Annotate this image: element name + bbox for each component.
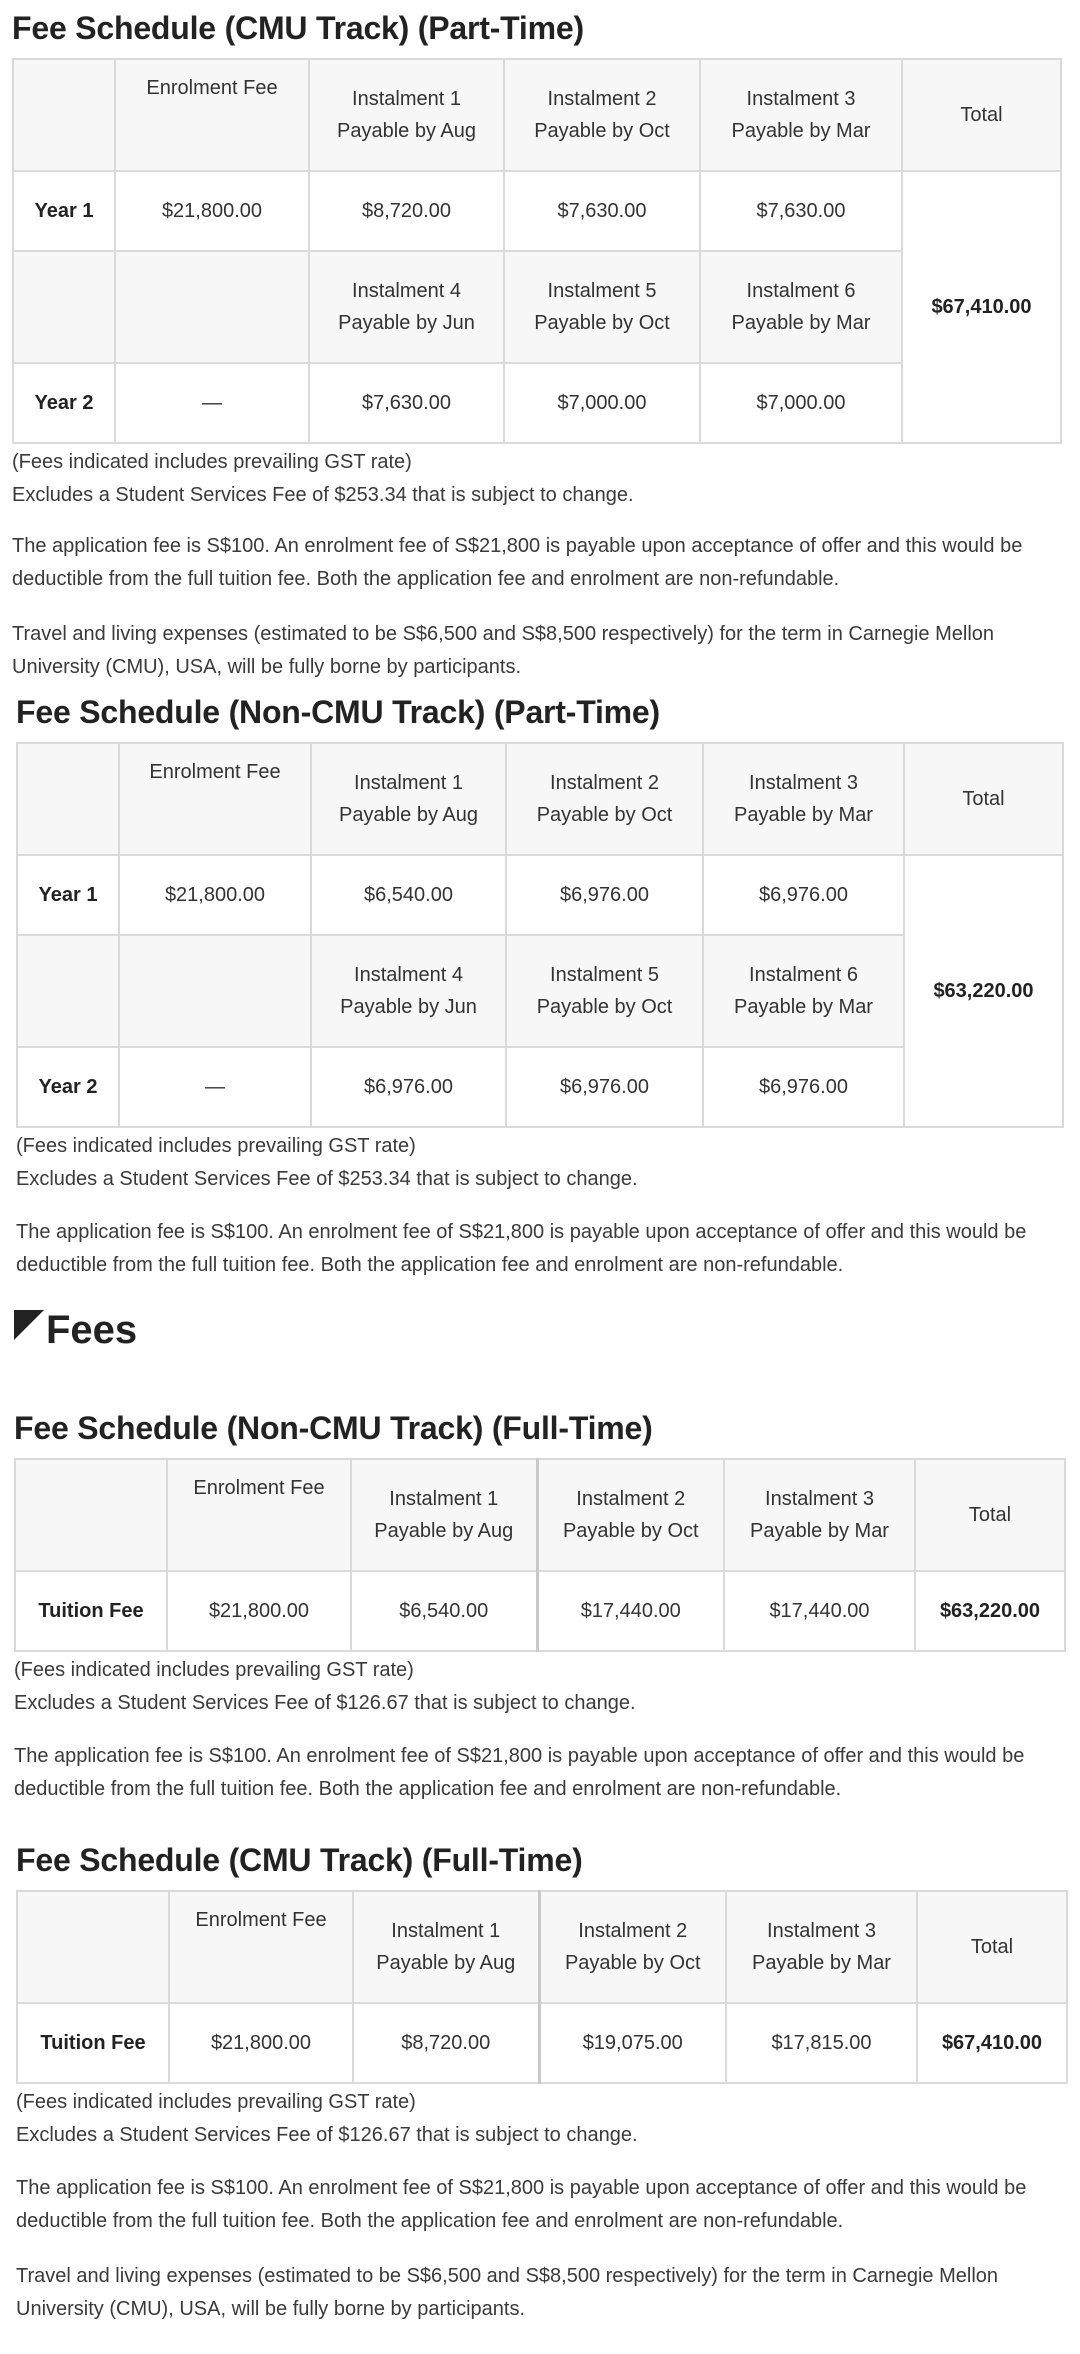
fee-table [12, 58, 1062, 444]
header-cell: Instalment 5 Payable by Oct [504, 251, 700, 363]
header-cell: Instalment 3 Payable by Mar [724, 1459, 915, 1571]
header-cell: Instalment 5 Payable by Oct [506, 935, 703, 1047]
row-label: Tuition Fee [17, 2003, 169, 2083]
travel-expense-text: Travel and living expenses (estimated to be S$6,500 and S$8,500 respectively) for the term in Carnegie Mellon University (CMU), USA, will be fully borne by participants. [12, 623, 995, 678]
header-cell: Instalment 6 Payable by Mar [703, 935, 904, 1047]
header-cell: Enrolment Fee [169, 1891, 353, 2003]
table-row [17, 2003, 1067, 2083]
table-cell: $6,540.00 [311, 855, 506, 935]
fee-notes [12, 446, 1062, 512]
table-cell: $7,630.00 [504, 171, 700, 251]
fee-notes [16, 2086, 1066, 2152]
header-cell: Instalment 2 Payable by Oct [539, 1891, 726, 2003]
table-cell: $7,630.00 [309, 363, 504, 443]
header-cell: Enrolment Fee [167, 1459, 351, 1571]
table-cell: $6,976.00 [703, 1047, 904, 1127]
table-cell: $21,800.00 [119, 855, 311, 935]
ssf-note: Excludes a Student Services Fee of $126.67 that is subject to change. [14, 1692, 636, 1714]
table-header-row [15, 1459, 1065, 1571]
header-cell [17, 1891, 169, 2003]
schedule-title: Fee Schedule (Non-CMU Track) (Part-Time) [16, 694, 660, 730]
table-cell: $8,720.00 [353, 2003, 539, 2083]
table-header-row [13, 59, 1061, 171]
table-cell: — [119, 1047, 311, 1127]
header-cell: Instalment 3 Payable by Mar [726, 1891, 917, 2003]
application-fee-text: The application fee is S$100. An enrolment fee of S$21,800 is payable upon acceptance of offer and this would be deductible from the full tuition fee. Both the application fee and enrolment are non-refundable. [16, 2177, 1027, 2232]
ssf-note: Excludes a Student Services Fee of $126.67 that is subject to change. [16, 2124, 638, 2146]
header-cell [13, 59, 115, 171]
header-cell: Instalment 3 Payable by Mar [700, 59, 902, 171]
table-cell: $19,075.00 [539, 2003, 726, 2083]
schedule-title: Fee Schedule (CMU Track) (Full-Time) [16, 1842, 583, 1878]
year-label: Year 2 [17, 1047, 119, 1127]
application-fee-text: The application fee is S$100. An enrolment fee of S$21,800 is payable upon acceptance of offer and this would be deductible from the full tuition fee. Both the application fee and enrolment are non-refundable. [14, 1745, 1025, 1800]
table-cell: $17,815.00 [726, 2003, 917, 2083]
table-cell: $7,000.00 [700, 363, 902, 443]
header-cell: Total [904, 743, 1063, 855]
table-cell: $21,800.00 [169, 2003, 353, 2083]
header-cell: Instalment 2 Payable by Oct [537, 1459, 724, 1571]
application-fee-text: The application fee is S$100. An enrolment fee of S$21,800 is payable upon acceptance of offer and this would be deductible from the full tuition fee. Both the application fee and enrolment are non-refundable. [16, 1221, 1027, 1276]
table-cell: $6,540.00 [351, 1571, 537, 1651]
fee-table [16, 742, 1064, 1128]
ssf-note: Excludes a Student Services Fee of $253.34 that is subject to change. [16, 1168, 638, 1190]
table-row [13, 171, 1061, 251]
header-cell: Instalment 4 Payable by Jun [311, 935, 506, 1047]
year-label: Year 1 [17, 855, 119, 935]
table-row [15, 1571, 1065, 1651]
header-cell: Total [917, 1891, 1067, 2003]
header-cell: Instalment 2 Payable by Oct [504, 59, 700, 171]
corner-flag-icon [14, 1310, 44, 1340]
header-cell: Instalment 3 Payable by Mar [703, 743, 904, 855]
fees-heading [14, 1305, 137, 1355]
table-header-row [17, 743, 1063, 855]
total-value: $63,220.00 [904, 855, 1063, 1127]
header-cell: Total [902, 59, 1061, 171]
table-cell: $6,976.00 [703, 855, 904, 935]
year-label: Year 1 [13, 171, 115, 251]
table-cell: $6,976.00 [506, 1047, 703, 1127]
table-header-row [17, 1891, 1067, 2003]
header-cell: Instalment 1 Payable by Aug [311, 743, 506, 855]
table-row [17, 855, 1063, 935]
table-cell: — [115, 363, 309, 443]
table-cell: $21,800.00 [115, 171, 309, 251]
header-cell [15, 1459, 167, 1571]
row-label: Tuition Fee [15, 1571, 167, 1651]
schedule-title: Fee Schedule (Non-CMU Track) (Full-Time) [14, 1410, 653, 1446]
fees-heading-text: Fees [46, 1307, 138, 1352]
table-cell: $6,976.00 [506, 855, 703, 935]
gst-note: (Fees indicated includes prevailing GST rate) [16, 1135, 416, 1157]
header-cell: Instalment 1 Payable by Aug [351, 1459, 537, 1571]
fee-notes [14, 1654, 1064, 1720]
fee-table [16, 1890, 1068, 2084]
schedule-title: Fee Schedule (CMU Track) (Part-Time) [12, 10, 584, 46]
year-label: Year 2 [13, 363, 115, 443]
application-fee-text: The application fee is S$100. An enrolment fee of S$21,800 is payable upon acceptance of offer and this would be deductible from the full tuition fee. Both the application fee and enrolment are non-refundable. [12, 535, 1023, 590]
table-cell: $17,440.00 [724, 1571, 915, 1651]
header-cell: Instalment 4 Payable by Jun [309, 251, 504, 363]
table-cell [13, 251, 115, 363]
header-cell: Total [915, 1459, 1065, 1571]
header-cell: Instalment 2 Payable by Oct [506, 743, 703, 855]
header-cell: Instalment 1 Payable by Aug [309, 59, 504, 171]
header-cell: Instalment 1 Payable by Aug [353, 1891, 539, 2003]
header-cell [17, 743, 119, 855]
table-cell: $7,630.00 [700, 171, 902, 251]
gst-note: (Fees indicated includes prevailing GST rate) [12, 451, 412, 473]
ssf-note: Excludes a Student Services Fee of $253.34 that is subject to change. [12, 484, 634, 506]
travel-expense-text: Travel and living expenses (estimated to be S$6,500 and S$8,500 respectively) for the term in Carnegie Mellon University (CMU), USA, will be fully borne by participants. [16, 2265, 999, 2320]
table-cell: $21,800.00 [167, 1571, 351, 1651]
table-cell [17, 935, 119, 1047]
total-value: $67,410.00 [902, 171, 1061, 443]
table-cell: $17,440.00 [537, 1571, 724, 1651]
header-cell: Instalment 6 Payable by Mar [700, 251, 902, 363]
total-value: $67,410.00 [917, 2003, 1067, 2083]
header-cell: Enrolment Fee [119, 743, 311, 855]
fee-notes [16, 1130, 1062, 1196]
table-cell [115, 251, 309, 363]
table-cell: $7,000.00 [504, 363, 700, 443]
gst-note: (Fees indicated includes prevailing GST rate) [16, 2091, 416, 2113]
table-cell: $6,976.00 [311, 1047, 506, 1127]
total-value: $63,220.00 [915, 1571, 1065, 1651]
table-cell: $8,720.00 [309, 171, 504, 251]
header-cell: Enrolment Fee [115, 59, 309, 171]
fee-table [14, 1458, 1066, 1652]
table-cell [119, 935, 311, 1047]
gst-note: (Fees indicated includes prevailing GST rate) [14, 1659, 414, 1681]
